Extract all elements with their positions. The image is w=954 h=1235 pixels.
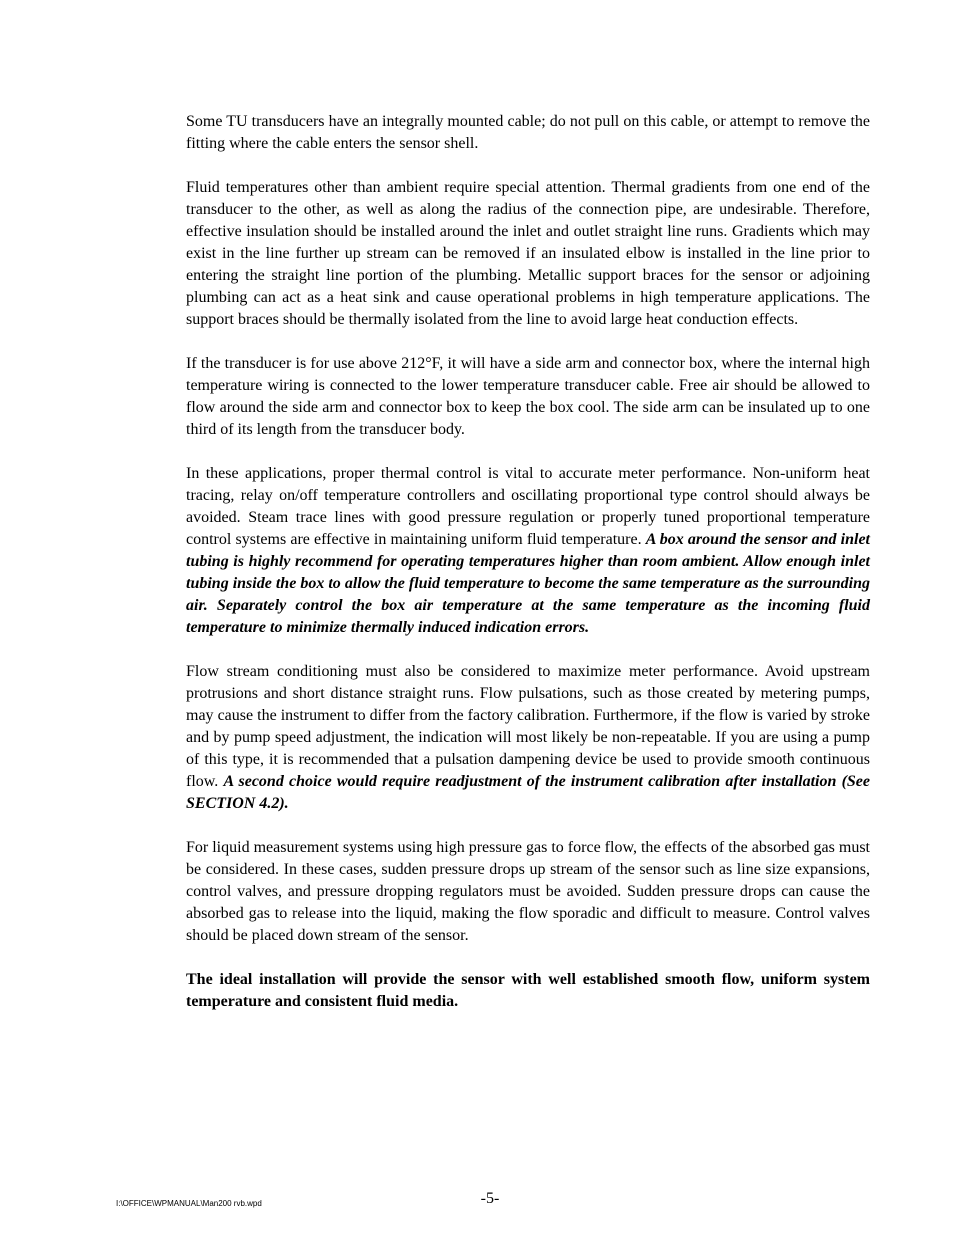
paragraph-emphasis: A second choice would require readjustment of the instrument calibration after installation (See SECTION 4.2). <box>186 773 870 812</box>
document-body <box>186 111 870 1035</box>
paragraph-fluid-temperatures <box>186 177 870 331</box>
paragraph-emphasis: A box around the sensor and inlet tubing is highly recommend for operating temperatures higher than room ambient. Allow enough inlet tubing inside the box to allow the fluid temperature to become the same temperature as the surrounding air. Separately control the box air temperature at the same temperature as the incoming fluid temperature to minimize thermally induced indication errors. <box>186 531 871 636</box>
paragraph-high-temperature-side-arm <box>186 353 870 441</box>
paragraph-integral-cable <box>186 111 870 155</box>
footer-file-path: I:\OFFICE\WPMANUAL\Man200 rvb.wpd <box>116 1199 262 1208</box>
paragraph-absorbed-gas <box>186 837 870 947</box>
paragraph-flow-conditioning <box>186 661 870 815</box>
paragraph-text: If the transducer is for use above 212°F, it will have a side arm and connector box, where the internal high temperature wiring is connected to the lower temperature transducer cable. Free air should be allowed to flow around the side arm and connector box to keep the box cool. The side arm can be insulated up to one third of its length from the transducer body. <box>186 355 870 438</box>
paragraph-text: Some TU transducers have an integrally mounted cable; do not pull on this cable, or attempt to remove the fitting where the cable enters the sensor shell. <box>186 113 870 152</box>
paragraph-text: Flow stream conditioning must also be considered to maximize meter performance. Avoid upstream protrusions and short distance straight runs. Flow pulsations, such as those created by metering pumps, may cause the instrument to differ from the factory calibration. Furthermore, if the flow is varied by stroke and by pump speed adjustment, the indication will most likely be non-repeatable. If you are using a pump of this type, it is recommended that a pulsation dampening device be used to provide smooth continuous flow. <box>186 663 870 790</box>
conclusion-paragraph: The ideal installation will provide the sensor with well established smooth flow, uniform system temperature and consistent fluid media. <box>186 971 870 1010</box>
paragraph-thermal-control <box>186 463 870 639</box>
paragraph-text: Fluid temperatures other than ambient require special attention. Thermal gradients from one end of the transducer to the other, as well as along the radius of the connection pipe, are undesirable. Therefore, effective insulation should be installed around the inlet and outlet straight line runs. Gradients which may exist in the line further up stream can be removed if an insulated elbow is installed in the line prior to entering the straight line portion of the plumbing. Metallic support braces for the sensor or adjoining plumbing can act as a heat sink and cause operational problems in high temperature applications. The support braces should be thermally isolated from the line to avoid large heat conduction effects. <box>186 179 870 328</box>
paragraph-text: In these applications, proper thermal control is vital to accurate meter performance. Non-uniform heat tracing, relay on/off temperature controllers and oscillating proportional type control should always be avoided. Steam trace lines with good pressure regulation or properly tuned proportional temperature control systems are effective in maintaining uniform fluid temperature. <box>186 465 870 548</box>
page-number: -5- <box>480 1190 500 1207</box>
paragraph-text: For liquid measurement systems using high pressure gas to force flow, the effects of the absorbed gas must be considered. In these cases, sudden pressure drops up stream of the sensor such as line size expansions, control valves, and pressure dropping regulators must be avoided. Sudden pressure drops can cause the absorbed gas to release into the liquid, making the flow sporadic and difficult to measure. Control valves should be placed down stream of the sensor. <box>186 839 870 944</box>
